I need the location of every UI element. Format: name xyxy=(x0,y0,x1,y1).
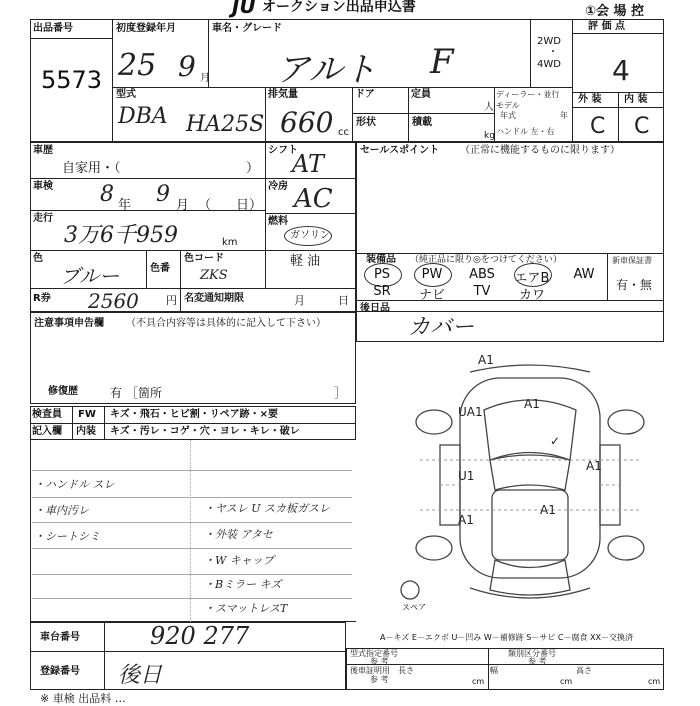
inspector-row2: キズ・汚レ・コゲ・穴・ヨレ・キレ・破レ xyxy=(110,426,300,437)
windshield-outline xyxy=(490,453,570,491)
repair-bracket: ［箇所 xyxy=(126,386,163,400)
mileage-unit: km xyxy=(222,237,238,248)
recycle-value: 2560 xyxy=(88,289,139,313)
remark-item: ・ハンドル スレ xyxy=(34,478,115,491)
class-sub: 参 考 xyxy=(528,657,547,666)
company-logo: JU xyxy=(232,0,256,18)
warranty-label: 新車保証書 xyxy=(612,256,652,265)
fuel-diesel: 軽 油 xyxy=(290,254,321,269)
form-title: オークション出品申込書 xyxy=(262,0,416,15)
doors-label: ドア xyxy=(355,89,375,100)
model-cert-sub: 参 考 xyxy=(370,657,389,666)
usage-value: 自家用・（ xyxy=(62,161,121,176)
dealer-line1: ディーラー・並行 xyxy=(496,90,560,99)
damage-mark: UA1 xyxy=(458,405,483,419)
dealer-line2: モデル xyxy=(496,101,520,110)
remark-item: ・外装 アタセ xyxy=(204,528,273,541)
dealer-line3: 年式 xyxy=(500,111,516,120)
cert-sub: 参 考 xyxy=(370,675,389,684)
notes-label: 注意事項申告欄 xyxy=(34,318,104,329)
vehicle-name-label: 車名・グレード xyxy=(212,23,282,34)
fuel-label: 燃料 xyxy=(268,216,288,227)
mileage-label: 走行 xyxy=(33,213,53,224)
notes-sublabel: （不具合内容等は具体的に記入して下さい） xyxy=(126,318,326,329)
color-label: 色 xyxy=(33,253,43,264)
cert-length-label: 後車証明用 xyxy=(350,666,390,675)
car-diagram xyxy=(400,350,660,610)
model-label: 型式 xyxy=(116,89,136,100)
later-items-value: カバー xyxy=(408,315,475,340)
exterior-grade: C xyxy=(590,114,606,139)
inspection-month-unit: 月 xyxy=(176,198,190,213)
exterior-label: 外 装 xyxy=(578,94,602,105)
rear-bumper-outline xyxy=(470,588,590,598)
evaluation-score: 4 xyxy=(612,54,630,87)
inspection-month: 9 xyxy=(156,182,170,207)
equipment-item: ナビ xyxy=(418,288,445,303)
usage-close: ） xyxy=(246,161,260,176)
equipment-label: 装備品 xyxy=(366,254,396,265)
inspector-row1: キズ・飛石・ヒビ割・リペア跡・×要 xyxy=(110,409,278,420)
listing-number-value: 5573 xyxy=(41,66,103,94)
warranty-value: 有・無 xyxy=(616,278,653,292)
front-left-tire xyxy=(416,410,452,434)
color-code-label: 色コード xyxy=(184,253,224,264)
equipment-note: （純正品に限り◎をつけてください） xyxy=(410,255,562,265)
shift-label: シフト xyxy=(268,145,298,156)
equipment-item: TV xyxy=(473,284,491,299)
name-change-day: 日 xyxy=(338,294,349,307)
capacity-label: 定員 xyxy=(411,89,431,100)
registration-month: 9 xyxy=(178,50,196,83)
repair-close: ］ xyxy=(334,386,347,400)
inspector-tag-fw: FW xyxy=(78,409,96,420)
rear-left-tire xyxy=(416,536,452,560)
shift-value: AT xyxy=(292,150,325,178)
aircon-value: AC xyxy=(294,184,333,214)
dealer-line4: 年 xyxy=(560,111,568,120)
damage-mark: A1 xyxy=(586,459,602,473)
inspector-label: 検査員 xyxy=(32,409,62,420)
equipment-item: PS xyxy=(373,267,391,282)
displacement-label: 排気量 xyxy=(268,89,298,100)
remark-item: ・車内汚レ xyxy=(34,504,89,517)
color-code-value: ZKS xyxy=(200,268,228,283)
equipment-item: AW xyxy=(573,267,595,282)
evaluation-label: 評 価 点 xyxy=(588,21,625,32)
displacement-value: 660 xyxy=(280,106,334,139)
inspection-day-unit: 日） xyxy=(236,198,263,213)
width-unit: cm xyxy=(560,677,573,686)
mileage-value: 3万6千959 xyxy=(64,223,178,248)
venue-copy-label: ①会 場 控 xyxy=(585,4,645,19)
color-number-label: 色番 xyxy=(150,263,170,274)
sales-point-label: セールスポイント xyxy=(360,145,440,156)
drive-dot: ・ xyxy=(548,47,558,58)
listing-number-label: 出品番号 xyxy=(33,23,73,34)
inspection-day-open: （ xyxy=(198,198,212,213)
registration-year: 25 xyxy=(118,48,157,83)
spare-tire xyxy=(401,581,419,599)
model-prefix: DBA xyxy=(118,104,168,129)
chassis-value: 920 277 xyxy=(150,622,250,650)
damage-mark: U1 xyxy=(458,469,475,483)
height-label: 高さ xyxy=(576,666,592,675)
damage-mark: A1 xyxy=(478,353,494,367)
vehicle-name: アルト xyxy=(276,50,377,90)
front-right-tire xyxy=(608,410,644,434)
usage-label: 車歴 xyxy=(33,145,53,156)
remark-item: ・シートシミ xyxy=(34,530,100,543)
height-unit: cm xyxy=(648,677,661,686)
registration-month-unit: 月 xyxy=(200,73,210,84)
interior-label: 内 装 xyxy=(624,94,648,105)
model-cert-label: 型式指定番号 xyxy=(350,649,398,658)
remark-item: ・スマットレスT xyxy=(204,602,288,615)
damage-mark: A1 xyxy=(458,513,474,527)
shape-label: 形状 xyxy=(356,117,376,128)
inspection-year: 8 xyxy=(100,182,114,207)
displacement-unit: cc xyxy=(338,127,349,138)
fuel-circle xyxy=(284,226,332,246)
later-items-label: 後日品 xyxy=(360,303,390,314)
inspection-year-unit: 年 xyxy=(118,198,132,213)
name-change-label: 名変通知期限 xyxy=(184,293,244,304)
repair-history-label: 修復歴 xyxy=(48,386,78,397)
drive-4wd: 4WD xyxy=(537,59,561,70)
first-registration-label: 初度登録年月 xyxy=(116,23,176,34)
repair-history-value: 有 xyxy=(110,386,123,400)
inspector-tag-interior: 内装 xyxy=(76,426,96,437)
length-unit: cm xyxy=(472,677,485,686)
equipment-item: PW xyxy=(421,267,443,282)
sales-point-note: （正常に機能するものに限ります） xyxy=(460,145,620,156)
name-change-month: 月 xyxy=(294,294,305,307)
model-code: HA25S xyxy=(186,112,265,137)
capacity-unit: 人 xyxy=(484,102,494,113)
load-label: 積載 xyxy=(412,117,432,128)
color-value: ブルー xyxy=(60,264,120,288)
class-label: 類別区分番号 xyxy=(508,649,556,658)
load-unit: kg xyxy=(484,131,495,141)
interior-grade: C xyxy=(634,114,650,139)
inspection-label: 車検 xyxy=(33,181,53,192)
width-label: 幅 xyxy=(490,666,498,675)
damage-mark: A1 xyxy=(540,503,556,517)
inspector-entry-label: 記入欄 xyxy=(32,426,62,437)
damage-legend: A－キズ E－エクボ U－凹み W－補修跡 S－サビ C－腐食 XX－交換済 xyxy=(380,633,634,642)
chassis-label: 車台番号 xyxy=(40,632,80,643)
bottom-text: ※ 車検 出品料 … xyxy=(40,692,126,705)
damage-mark: ✓ xyxy=(550,434,561,448)
reg-number-value: 後日 xyxy=(118,663,163,688)
recycle-unit: 円 xyxy=(166,294,177,307)
dealer-line5: ハンドル 左・右 xyxy=(496,127,555,136)
vehicle-grade: F xyxy=(430,42,454,82)
aircon-label: 冷房 xyxy=(268,181,288,192)
length-label: 長さ xyxy=(398,666,414,675)
drive-2wd: 2WD xyxy=(537,36,561,47)
rear-right-tire xyxy=(608,536,644,560)
spare-label: スペア xyxy=(402,603,426,610)
fuel-gasoline: ガソリン xyxy=(290,230,330,241)
recycle-label: R券 xyxy=(33,293,51,304)
roof-outline xyxy=(492,490,568,560)
equipment-item: ABS xyxy=(469,267,495,282)
equipment-item: SR xyxy=(373,284,391,299)
remark-item: ・Bミラー キズ xyxy=(204,578,282,591)
remark-item: ・ヤスレ U スカ板ガスレ xyxy=(204,502,331,515)
equipment-item: カワ xyxy=(518,288,545,303)
later-items-frame xyxy=(356,300,664,342)
damage-mark: A1 xyxy=(524,397,540,411)
remark-item: ・W キャップ xyxy=(204,554,274,567)
equipment-item: エアB xyxy=(514,271,550,286)
reg-number-label: 登録番号 xyxy=(40,666,80,677)
